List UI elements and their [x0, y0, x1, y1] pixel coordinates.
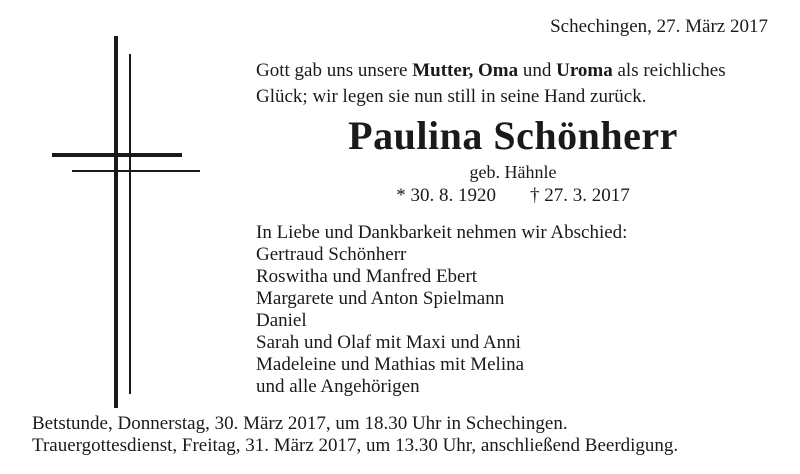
death-date: † 27. 3. 2017 — [530, 185, 630, 206]
cross-horizontal-bar-thin — [72, 170, 200, 172]
list-item: und alle Angehörigen — [256, 376, 420, 397]
place-date: Schechingen, 27. März 2017 — [550, 16, 768, 37]
service-info — [32, 413, 678, 457]
deceased-name: Paulina Schönherr — [348, 113, 678, 158]
cross-vertical-bar-thin — [129, 54, 131, 394]
list-item: Sarah und Olaf mit Maxi und Anni — [256, 332, 521, 353]
intro-bold-greatgrandmother: Uroma — [556, 60, 613, 81]
intro-line-1 — [256, 58, 726, 84]
birth-date: * 30. 8. 1920 — [396, 185, 496, 206]
prayer-service: Betstunde, Donnerstag, 30. März 2017, um 18.30 Uhr in Schechingen. — [32, 413, 568, 434]
maiden-name: geb. Hähnle — [469, 162, 557, 182]
cross-vertical-bar — [114, 36, 118, 408]
list-item: Madeleine und Mathias mit Melina — [256, 354, 525, 375]
mourners-list — [256, 222, 627, 398]
intro-text: als reichliches — [612, 60, 726, 81]
list-item: Roswitha und Manfred Ebert — [256, 266, 478, 287]
cross-horizontal-bar — [52, 153, 182, 157]
list-item: Gertraud Schönherr — [256, 244, 407, 265]
list-item: Margarete und Anton Spielmann — [256, 288, 505, 309]
intro-text: Gott gab uns unsere — [256, 60, 413, 81]
funeral-service: Trauergottesdienst, Freitag, 31. März 2017, um 13.30 Uhr, anschließend Beerdigung. — [32, 435, 679, 456]
life-dates — [256, 185, 770, 207]
intro-verse — [256, 58, 726, 110]
cross-icon — [0, 0, 220, 420]
list-item: Daniel — [256, 310, 307, 331]
intro-bold-mother: Mutter, Oma — [412, 60, 519, 81]
intro-line-2: Glück; wir legen sie nun still in seine Hand zurück. — [256, 86, 647, 107]
intro-text: und — [518, 60, 557, 81]
mourners-lead: In Liebe und Dankbarkeit nehmen wir Abschied: — [256, 222, 628, 243]
